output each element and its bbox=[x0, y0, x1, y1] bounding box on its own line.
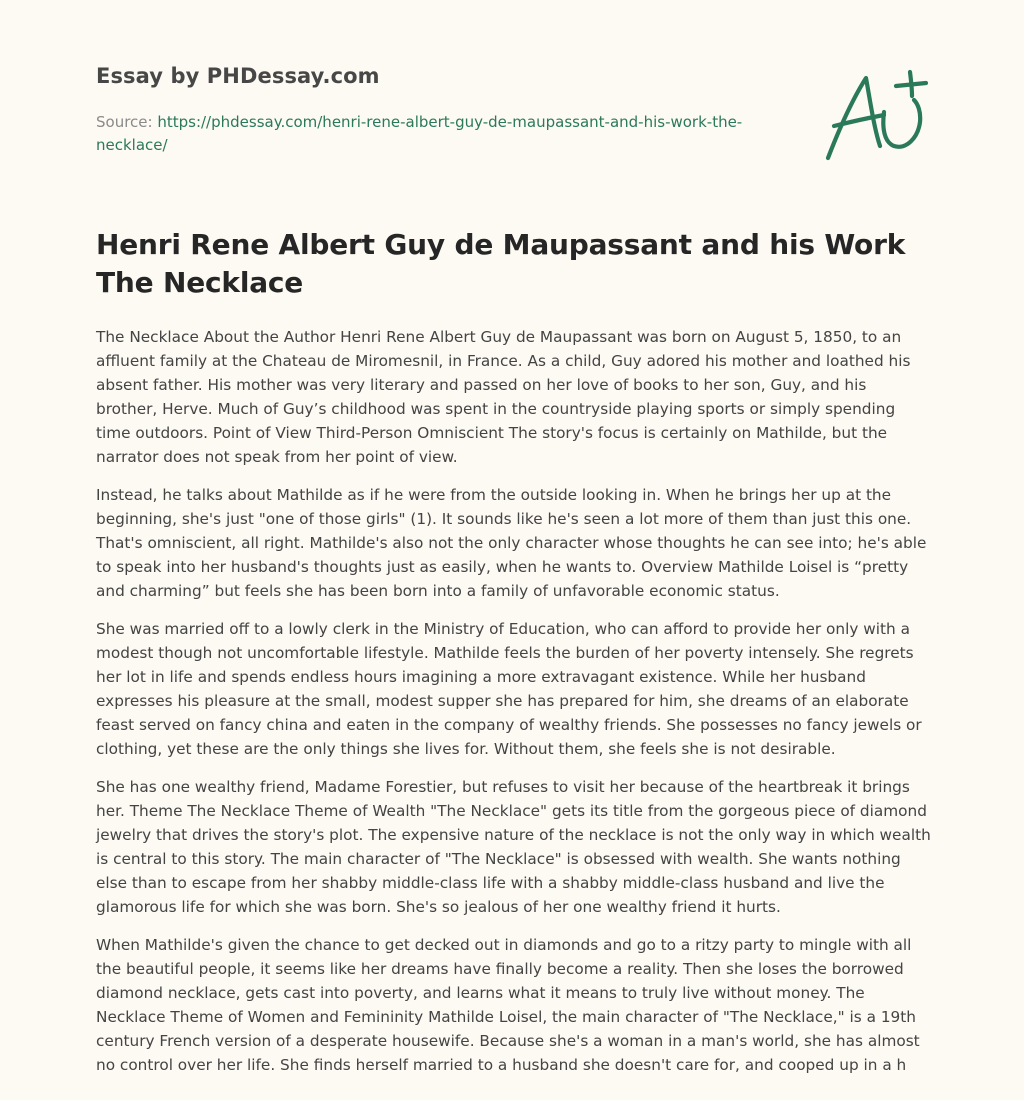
essay-paragraph: When Mathilde's given the chance to get decked out in diamonds and go to a ritzy party to mingle with all the beautiful people, it seems like her dreams have finally become a reality. Then she loses the borrowed diamond necklace, gets cast into poverty, and learns what it means to truly live without money. The Necklace Theme of Women and Femininity Mathilde Loisel, the main character of "The Necklace," is a 19th century French version of a desperate housewife. Because she's a woman in a man's world, she has almost no control over her life. She finds herself married to a husband she doesn't care for, and cooped up in a h bbox=[96, 936, 920, 1074]
essay-paragraph: Instead, he talks about Mathilde as if he were from the outside looking in. When he brings her up at the beginning, she's just "one of those girls" (1). It sounds like he's seen a lot more of them than just this one. That's omniscient, all right. Mathilde's also not the only character whose thoughts he can see into; he's able to speak into her husband's thoughts just as easily, when he wants to. Overview Mathilde Loisel is “pretty and charming” but feels she has been born into a family of unfavorable economic status. bbox=[96, 486, 927, 600]
essay-title: Henri Rene Albert Guy de Maupassant and his Work The Necklace bbox=[96, 228, 906, 299]
essay-paragraph: She has one wealthy friend, Madame Forestier, but refuses to visit her because of the heartbreak it brings her. Theme The Necklace Theme of Wealth "The Necklace" gets its title from the gorgeous piece of diamond jewelry that drives the story's plot. The expensive nature of the necklace is not the only way in which wealth is central to this story. The main character of "The Necklace" is obsessed with wealth. She wants nothing else than to escape from her shabby middle-class life with a shabby middle-class husband and live the glamorous life for which she was born. She's so jealous of her one wealthy friend it hurts. bbox=[96, 778, 931, 916]
essay-body bbox=[96, 325, 932, 1091]
source-label: Source: bbox=[96, 113, 158, 131]
essay-paragraph: She was married off to a lowly clerk in the Ministry of Education, who can afford to provide her only with a modest though not uncomfortable lifestyle. Mathilde feels the burden of her poverty intensely. She regrets her lot in life and spends endless hours imagining a more extravagant existence. While her husband expresses his pleasure at the small, modest supper she has prepared for him, she dreams of an elaborate feast served on fancy china and eaten in the company of wealthy friends. She possesses no fancy jewels or clothing, yet these are the only things she lives for. Without them, she feels she is not desirable. bbox=[96, 620, 922, 758]
brand-title: Essay by PHDessay.com bbox=[96, 64, 380, 88]
source-line bbox=[96, 111, 796, 157]
a-plus-grade-icon bbox=[824, 66, 928, 166]
essay-paragraph: The Necklace About the Author Henri Rene Albert Guy de Maupassant was born on August 5, 1850, to an affluent family at the Chateau de Miromesnil, in France. As a child, Guy adored his mother and loathed his absent father. His mother was very literary and passed on her love of books to her son, Guy, and his brother, Herve. Much of Guy’s childhood was spent in the countryside playing sports or simply spending time outdoors. Point of View Third-Person Omniscient The story's focus is certainly on Mathilde, but the narrator does not speak from her point of view. bbox=[96, 328, 911, 466]
source-link[interactable]: https://phdessay.com/henri-rene-albert-guy-de-maupassant-and-his-work-the-necklace/ bbox=[96, 113, 743, 154]
